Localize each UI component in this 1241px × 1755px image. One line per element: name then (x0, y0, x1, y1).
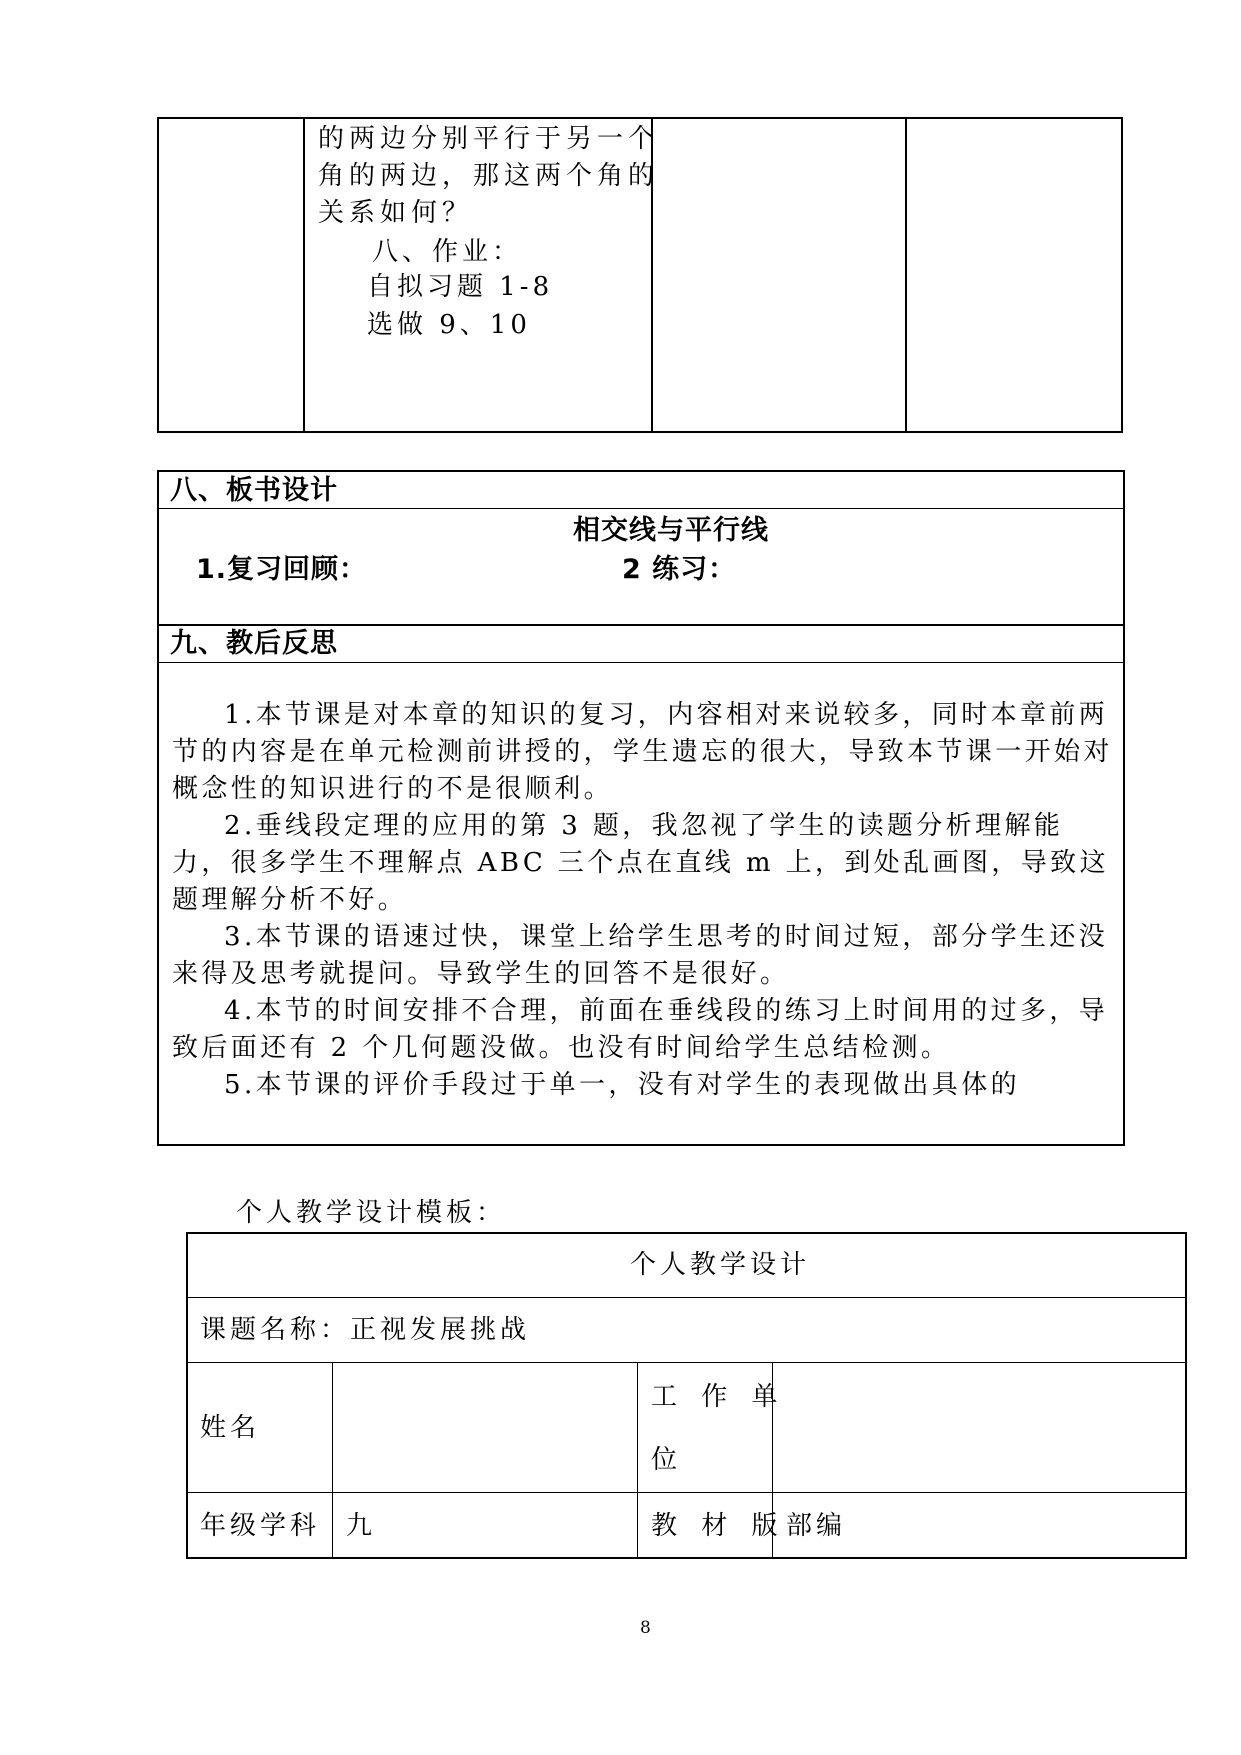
work-unit-label-cont: 位 (651, 1445, 682, 1475)
edition-value: 部编 (786, 1511, 847, 1541)
reflection-paragraph (172, 697, 1116, 808)
work-unit-label: 工 作 单 (651, 1382, 786, 1412)
board-design-title: 相交线与平行线 (573, 515, 769, 546)
homework-item: 选做 9、10 (367, 310, 531, 340)
reflection-paragraph (172, 1067, 1116, 1104)
reflection-paragraph-text: 3.本节课的语速过快，课堂上给学生思考的时间过短，部分学生还没来得及思考就提问。导致学生的回答不是很好。 (172, 922, 1109, 989)
board-item-practice: 2 练习： (622, 554, 737, 585)
topic-label: 课题名称：正视发展挑战 (200, 1315, 531, 1345)
board-item-review: 1.复习回顾： (196, 554, 368, 585)
grade-value: 九 (346, 1511, 377, 1541)
reflection-paragraph (172, 993, 1116, 1067)
edition-label: 教 材 版 (651, 1511, 786, 1541)
reflection-paragraph-text: 4.本节的时间安排不合理，前面在垂线段的练习上时间用的过多，导致后面还有 2 个几何题没做。也没有时间给学生总结检测。 (172, 996, 1109, 1063)
reflection-paragraph-text: 5.本节课的评价手段过于单一，没有对学生的表现做出具体的 (224, 1070, 1021, 1100)
board-design-heading: 八、板书设计 (170, 475, 338, 506)
reflection-paragraph-text: 1.本节课是对本章的知识的复习，内容相对来说较多，同时本章前两节的内容是在单元检测前讲授的，学生遗忘的很大，导致本节课一开始对概念性的知识进行的不是很顺利。 (172, 700, 1113, 804)
cell-text-line: 关系如何？ (318, 198, 474, 228)
reflection-paragraph (172, 808, 1116, 919)
template-title: 个人教学设计 (630, 1250, 811, 1280)
reflection-paragraph (172, 919, 1116, 993)
cell-text-line: 角的两边，那这两个角的 (318, 161, 660, 191)
reflection-heading: 九、教后反思 (170, 628, 338, 659)
reflection-paragraph-text: 2.垂线段定理的应用的第 3 题，我忽视了学生的读题分析理解能力，很多学生不理解点 ABC 三个点在直线 m 上，到处乱画图，导致这题理解分析不好。 (172, 811, 1109, 915)
cell-text-line: 的两边分别平行于另一个 (318, 124, 660, 154)
template-caption: 个人教学设计模板： (236, 1198, 507, 1228)
page-number: 8 (640, 1618, 651, 1638)
grade-label: 年级学科 (200, 1511, 321, 1541)
homework-title: 八、作业： (372, 237, 523, 267)
reflection-body (172, 697, 1116, 1104)
homework-item: 自拟习题 1-8 (367, 272, 554, 302)
name-label: 姓名 (200, 1413, 261, 1443)
